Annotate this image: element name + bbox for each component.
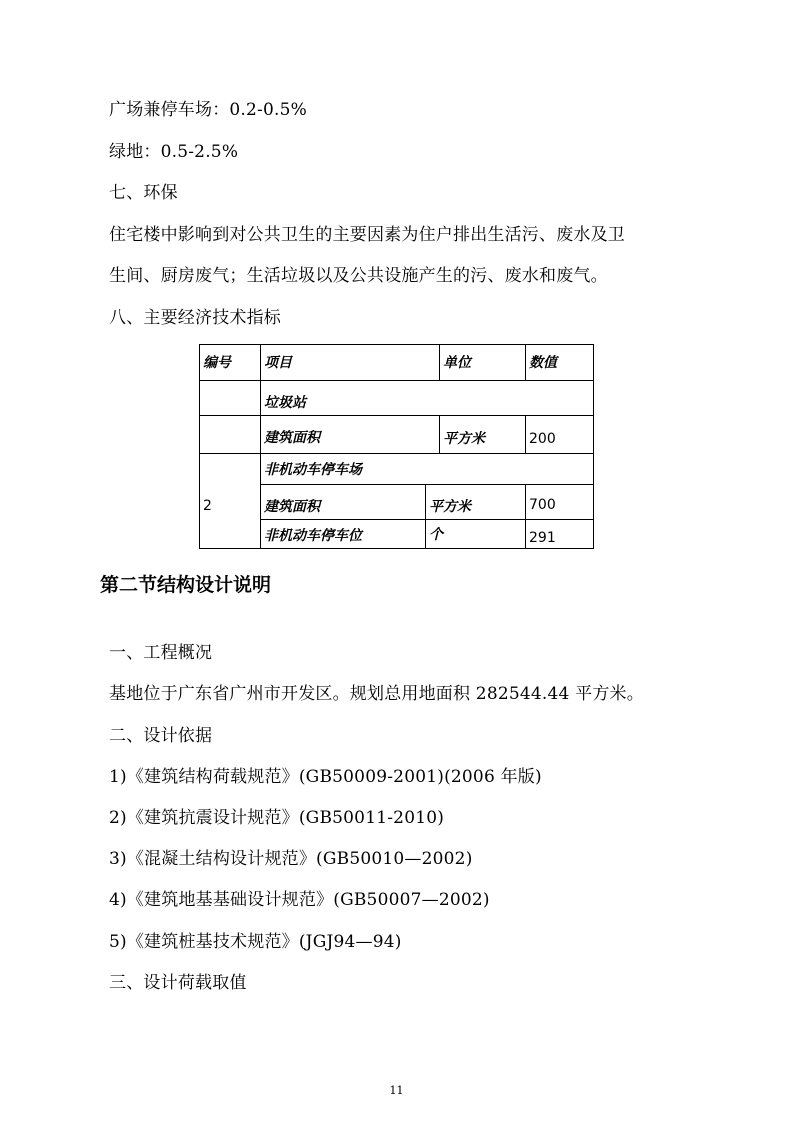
text-line-env-heading: 七、环保 [109, 183, 178, 203]
text-line-overview-para: 基地位于广东省广州市开发区。规划总用地面积 282544.44 平方米。 [109, 684, 644, 704]
text-line-indicators-heading: 八、主要经济技术指标 [109, 308, 281, 328]
table-header-unit: 单位 [439, 344, 526, 381]
table-cell-empty [199, 380, 261, 416]
text-line-overview-heading: 一、工程概况 [109, 643, 213, 663]
text-line-basis-item-3: 3)《混凝土结构设计规范》(GB50010—2002) [109, 849, 473, 869]
table-cell-parking-spots-label: 非机动车停车位 [260, 519, 426, 549]
text-line-green-land: 绿地：0.5-2.5% [109, 142, 239, 162]
text-line-basis-item-5: 5)《建筑桩基技术规范》(JGJ94—94) [109, 932, 402, 952]
table-header-number: 编号 [199, 344, 261, 381]
table-cell-garbage-area-label: 建筑面积 [260, 415, 440, 454]
section-heading: 第二节结构设计说明 [100, 574, 272, 596]
table-cell-garbage-area-value: 200 [525, 415, 594, 454]
text-line-basis-item-2: 2)《建筑抗震设计规范》(GB50011-2010) [109, 808, 445, 828]
table-cell-parking-spots-unit: 个 [425, 519, 526, 549]
text-line-basis-item-1: 1)《建筑结构荷载规范》(GB50009-2001)(2006 年版) [109, 767, 542, 787]
table-cell-parking-area-unit: 平方米 [425, 484, 526, 520]
text-line-loads-heading: 三、设计荷载取值 [109, 973, 247, 993]
table-cell-group-number: 2 [199, 453, 261, 549]
text-line-env-para-2: 生间、厨房废气；生活垃圾以及公共设施产生的污、废水和废气。 [109, 266, 608, 286]
table-cell-empty [199, 415, 261, 454]
table-cell-parking-area-label: 建筑面积 [260, 484, 426, 520]
table-cell-parking-title: 非机动车停车场 [260, 453, 594, 485]
text-line-basis-heading: 二、设计依据 [109, 726, 213, 746]
table-cell-garbage-title: 垃圾站 [260, 380, 594, 416]
table-cell-garbage-area-unit: 平方米 [439, 415, 526, 454]
text-line-env-para-1: 住宅楼中影响到对公共卫生的主要因素为住户排出生活污、废水及卫 [109, 225, 625, 245]
table-cell-parking-area-value: 700 [525, 484, 594, 520]
table-header-item: 项目 [260, 344, 440, 381]
text-line-basis-item-4: 4)《建筑地基基础设计规范》(GB50007—2002) [109, 890, 490, 910]
table-header-value: 数值 [525, 344, 594, 381]
page-number: 11 [389, 1084, 404, 1097]
text-line-plaza-parking: 广场兼停车场：0.2-0.5% [109, 100, 307, 120]
table-cell-parking-spots-value: 291 [525, 519, 594, 549]
